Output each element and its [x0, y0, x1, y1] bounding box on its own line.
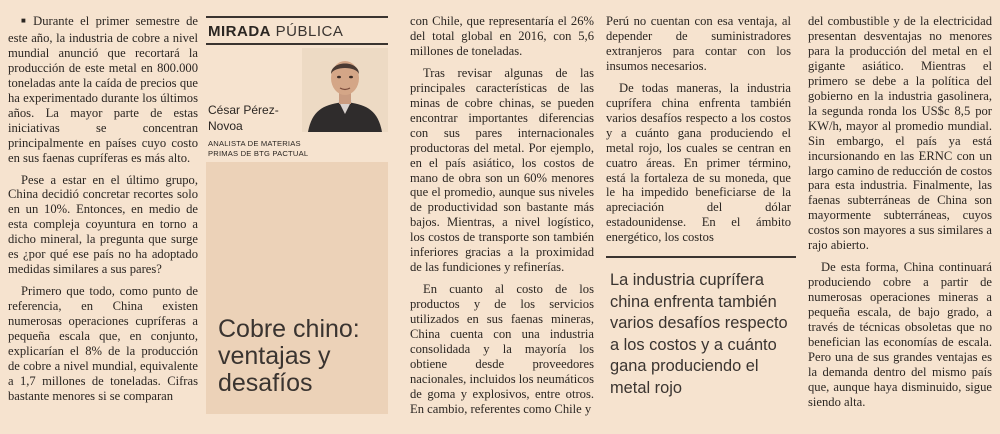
page-title: Cobre chino: ventajas y desafíos — [218, 315, 360, 397]
pull-quote-text: La industria cuprífera china enfrenta también varios desafíos respecto a los costos y a cuánto gana produciendo el metal rojo — [610, 271, 788, 397]
paragraph: del combustible y de la electricidad presentan desventajas no menores para la producción del metal en el gigante asiático. Mientras el primero se debe a la política del gobierno en la industria gasolinera, la segunda ronda los US$c 8,5 por KW/h, mayor al promedio mundial. Sin embargo, el país ya está incursionando en las ERNC con un largo camino de reducción de costos para esta industria. Finalmente, las faenas subterráneas de China son mayormente subterráneas, cuyos costos son mayores a sus similares a rajo abierto. — [808, 14, 992, 253]
section-label-bold: MIRADA — [208, 23, 271, 40]
author-name: César Pérez- Novoa — [208, 103, 279, 133]
pull-quote — [606, 256, 796, 399]
paragraph: Perú no cuentan con esa ventaja, al depender de suministradores extranjeros para contar con los insumos necesarios. — [606, 14, 791, 73]
section-label — [208, 23, 343, 40]
article-column-5 — [808, 14, 992, 410]
article-column-3 — [410, 14, 594, 417]
section-label-light: PÚBLICA — [275, 23, 344, 40]
paragraph: Primero que todo, como punto de referencia, en China existen numerosas operaciones cupríferas a pequeña escala que, en conjunto, explicarían el 8% de la producción de cobre a nivel mundial, equivalente a 1,7 millones de toneladas. Cifras bastante menores si se comparan — [8, 284, 198, 403]
paragraph: De todas maneras, la industria cuprífera china enfrenta también varios desafíos respecto a los costos y a cuánto gana produciendo el metal rojo, los cuales se centran en cuatro áreas. En primer término, está la fortaleza de su moneda, que le ha impedido beneficiarse de la apreciación del dólar estadounidense. En el ámbito energético, los costos — [606, 80, 791, 245]
top-rule — [206, 16, 388, 18]
paragraph: Pese a estar en el último grupo, China decidió concretar recortes solo en un 10%. Entonces, en medio de esta compleja coyuntura en torno a dicho mineral, la pregunta que surge es ¿por qué ese país no ha adoptado medidas similares a sus pares? — [8, 172, 198, 277]
author-portrait-icon — [302, 48, 388, 132]
author-photo — [302, 48, 388, 132]
paragraph: De esta forma, China continuará produciendo cobre a partir de numerosas operaciones mineras a pequeña escala, de bajo grado, a través de técnicas obsoletas que no benefician las economías de escala. Pero una de sus grandes ventajas es la demanda dentro del mismo país que, aunque haya disminuido, sigue siendo alta. — [808, 260, 992, 409]
column-sidebar — [206, 16, 388, 414]
article-column-4 — [606, 14, 791, 245]
header-rule — [206, 43, 388, 45]
article-column-1 — [8, 14, 198, 404]
paragraph: con Chile, que representaría el 26% del total global en 2016, con 5,6 millones de toneladas. — [410, 14, 594, 58]
paragraph: ■ Durante el primer semestre de este año, la industria de cobre a nivel mundial anunció que recortará la producción de este metal en 800.000 toneladas ante la caída de precios que ha experimentado durante los últimos años. La mayor parte de estas iniciativas se concentran principalmente en países cuyo costo en sus faenas cupríferas es más alto. — [8, 14, 198, 166]
paragraph: En cuanto al costo de los productos y de los servicios utilizados en sus faenas mineras, China cuenta con una industria consolidada y la mayoría los obtiene desde proveedores nacionales, incluidos los neumáticos de goma y explosivos, entre otros. En cambio, referentes como Chile y — [410, 282, 594, 416]
author-role: ANALISTA DE MATERIAS PRIMAS DE BTG PACTUAL — [208, 139, 309, 158]
paragraph: Tras revisar algunas de las principales características de las minas de cobre chinas, se pueden encontrar importantes diferencias con sus pares internacionales productoras del metal. Por ejemplo, en el país asiático, los costos de mano de obra son un 60% menores que el promedio, aunque sus niveles de productividad son bastante más bajos. Mientras, a nivel logístico, los costos de transporte son también inferiores gracias a la proximidad de las fundiciones y refinerías. — [410, 65, 594, 275]
